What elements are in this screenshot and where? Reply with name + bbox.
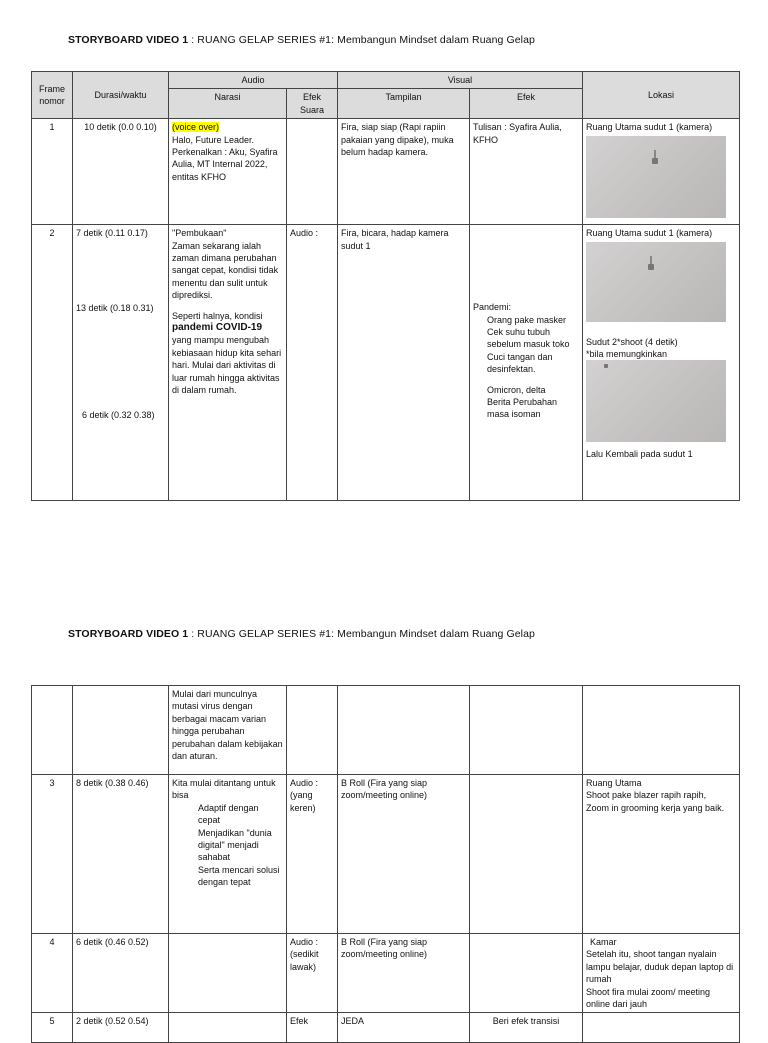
efek-cell	[470, 775, 583, 934]
narasi-bold: pandemi COVID-19	[172, 322, 263, 334]
efek-suara-cell: Audio : (sedikit lawak)	[287, 934, 338, 1013]
lokasi-text: Ruang Utama sudut 1 (kamera)	[586, 122, 713, 133]
lokasi-b: Setelah itu, shoot tangan nyalain lampu belajar, duduk depan laptop di rumah	[586, 949, 734, 985]
lokasi-a: Ruang Utama sudut 1 (kamera)	[586, 228, 713, 239]
lokasi-a: Ruang Utama	[586, 778, 642, 788]
lokasi-cell	[583, 225, 740, 501]
frame-number: 2	[32, 225, 73, 501]
storyboard-table-2	[31, 685, 740, 1043]
tampilan-cell: B Roll (Fira yang siap zoom/meeting online)	[338, 934, 470, 1013]
table-row	[32, 775, 740, 934]
narasi-b: Adaptif dengan cepat	[198, 802, 259, 826]
narasi-cell	[169, 119, 287, 225]
narasi-c: Menjadikan "dunia digital" menjadi sahabat	[198, 827, 272, 863]
frame-number: 3	[32, 775, 73, 934]
efek-suara-cell: Efek	[287, 1013, 338, 1043]
title-rest: : RUANG GELAP SERIES #1: Membangun Mindset dalam Ruang Gelap	[188, 628, 535, 640]
durasi-cell: 6 detik (0.46 0.52)	[73, 934, 169, 1013]
title-prefix: STORYBOARD VIDEO 1	[68, 628, 189, 640]
header-durasi: Durasi/waktu	[73, 72, 169, 119]
lokasi-cell	[583, 934, 740, 1013]
table-row	[32, 1013, 740, 1043]
room-photo	[586, 242, 726, 322]
tampilan-cell: JEDA	[338, 1013, 470, 1043]
efek-f: Berita Perubahan masa isoman	[487, 397, 558, 420]
header-efek-suara: Efek Suara	[287, 89, 338, 119]
header-lokasi: Lokasi	[583, 72, 740, 119]
frame-number: 5	[32, 1013, 73, 1043]
efek-a: Pandemi:	[473, 302, 512, 313]
lokasi-c: Zoom in grooming kerja yang baik.	[586, 802, 725, 813]
voice-over-highlight: (voice over)	[172, 122, 220, 133]
title-prefix: STORYBOARD VIDEO 1	[68, 34, 189, 46]
title-rest: : RUANG GELAP SERIES #1: Membangun Mindset dalam Ruang Gelap	[188, 34, 535, 46]
lokasi-a: Kamar	[590, 937, 617, 947]
narasi-a: "Pembukaan"	[172, 228, 227, 239]
efek-cell: Beri efek transisi	[470, 1013, 583, 1043]
durasi-c: 6 detik (0.32 0.38)	[82, 410, 155, 421]
header-tampilan: Tampilan	[338, 89, 470, 119]
narasi-d: yang mampu mengubah kebiasaan hidup kita sehari hari. Mulai dari aktivitas di luar rumah hingga aktivitas di dalam rumah.	[172, 335, 282, 396]
efek-cell: Tulisan : Syafira Aulia, KFHO	[470, 119, 583, 225]
efek-suara-cell: Audio : (yang keren)	[287, 775, 338, 934]
table-row	[32, 225, 740, 501]
narasi-a: Kita mulai ditantang untuk bisa	[172, 778, 276, 801]
efek-e: Omicron, delta	[487, 384, 546, 395]
narasi-cell	[169, 934, 287, 1013]
narasi-text: Halo, Future Leader. Perkenalkan : Aku, Syafira Aulia, MT Internal 2022, entitas KFHO	[172, 134, 278, 182]
lokasi-c: *bila memungkinkan	[586, 349, 668, 360]
durasi-cell: 2 detik (0.52 0.54)	[73, 1013, 169, 1043]
efek-d: Cuci tangan dan desinfektan.	[487, 351, 553, 375]
lokasi-b: Sudut 2*shoot (4 detik)	[586, 336, 678, 347]
durasi-cell: 10 detik (0.0 0.10)	[73, 119, 169, 225]
efek-b: Orang pake masker	[487, 314, 567, 325]
efek-suara-cell: Audio :	[287, 225, 338, 501]
header-audio: Audio	[169, 72, 338, 89]
frame-number: 4	[32, 934, 73, 1013]
tampilan-cell: B Roll (Fira yang siap zoom/meeting online)	[338, 775, 470, 934]
durasi-b: 13 detik (0.18 0.31)	[76, 302, 154, 313]
efek-cell	[470, 934, 583, 1013]
narasi-cell	[169, 775, 287, 934]
efek-suara-cell	[287, 119, 338, 225]
tampilan-cell: Fira, siap siap (Rapi rapiin pakaian yang dipake), muka belum hadap kamera.	[338, 119, 470, 225]
table-row	[32, 934, 740, 1013]
narasi-d: Serta mencari solusi dengan tepat	[198, 864, 280, 888]
header-frame: Frame nomor	[32, 72, 73, 119]
efek-c: Cek suhu tubuh sebelum masuk toko	[487, 327, 570, 350]
lokasi-b: Shoot pake blazer rapih rapih,	[586, 790, 707, 801]
narasi-cell	[169, 225, 287, 501]
tampilan-cell: Fira, bicara, hadap kamera sudut 1	[338, 225, 470, 501]
room-photo	[586, 136, 726, 218]
table-row	[32, 119, 740, 225]
durasi-cell	[73, 225, 169, 501]
frame-number: 1	[32, 119, 73, 225]
efek-cell	[470, 225, 583, 501]
durasi-cell: 8 detik (0.38 0.46)	[73, 775, 169, 934]
lokasi-d: Lalu Kembali pada sudut 1	[586, 449, 693, 460]
lokasi-cell	[583, 775, 740, 934]
narasi-cell	[169, 1013, 287, 1043]
page-title-2	[68, 628, 535, 640]
durasi-a: 7 detik (0.11 0.17)	[76, 228, 148, 239]
lokasi-cell	[583, 1013, 740, 1043]
narasi-c: Seperti halnya, kondisi	[172, 310, 263, 321]
table-row	[32, 686, 740, 775]
header-efek: Efek	[470, 89, 583, 119]
narasi-cell: Mulai dari munculnya mutasi virus dengan berbagai macam varian hingga perubahan perubahan dalam kebijakan dan aturan.	[169, 686, 287, 775]
header-visual: Visual	[338, 72, 583, 89]
lokasi-c: Shoot fira mulai zoom/ meeting online dari jauh	[586, 986, 711, 1010]
storyboard-table-1	[31, 71, 740, 501]
header-narasi: Narasi	[169, 89, 287, 119]
narasi-b: Zaman sekarang ialah zaman dimana perubahan sangat cepat, kondisi tidak menentu dan sulit untuk diprediksi.	[172, 240, 279, 301]
room-photo-2	[586, 360, 726, 442]
page-title	[68, 34, 535, 46]
lokasi-cell	[583, 119, 740, 225]
